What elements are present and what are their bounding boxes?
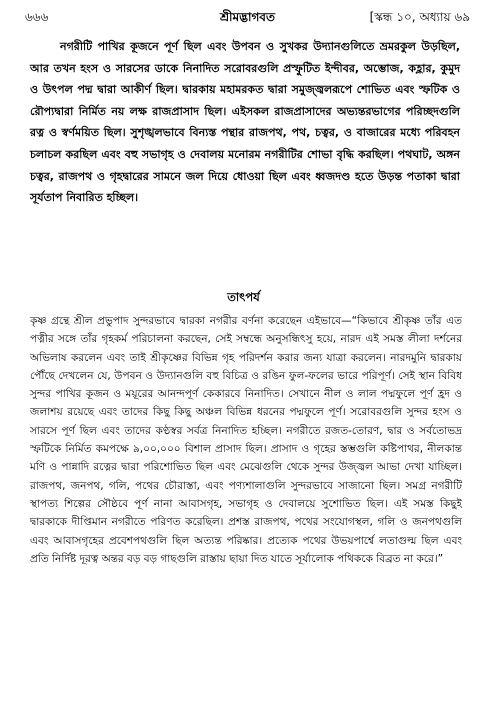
purport-heading: তাৎপর্য [227,290,260,304]
page-header [25,6,470,28]
book-title: শ্রীমদ্ভাগবত [219,10,275,24]
chapter-reference: [স্কন্ধ ১০, অধ্যায় ৬৯ [369,10,470,24]
purport-text: কৃষ্ণ গ্রন্থে শ্রীল প্রভুপাদ সুন্দরভাবে দ্বারকা নগরীর বর্ণনা করেছেন এইভাবে—“কিভাবে শ্রীকৃষ্ণ তাঁর এত পত্নীর সঙ্গে তাঁর গৃহকর্ম পরিচালনা করছেন, সেই সম্বন্ধে অনুসন্ধিৎসু হয়ে, নারদ এই সমস্ত লীলা দর্শনের অভিলাষ করলেন এবং তাই শ্রীকৃষ্ণের বিভিন্ন গৃহ পরিদর্শন করার জন্য যাত্রা করলেন। নারদমুনি দ্বারকায় পৌঁছে দেখলেন যে, উপবন ও উদ্যানগুলি বহু বিচিত্র ও রঙিন ফুল-ফলের ভারে পরিপূর্ণ। সেই স্থান বিবিধ সুন্দর পাখির কূজন ও ময়ূরের আনন্দপূর্ণ কেকারবে নিনাদিত। সেখানে নীল ও লাল পদ্মফুলে পূর্ণ হ্রদ ও জলাশয় রয়েছে এবং তাদের কিছু কিছু অঞ্চল বিভিন্ন ধরনের পদ্মফুলে পূর্ণ। সরোবরগুলি সুন্দর হংস ও সারসে পূর্ণ ছিল এবং তাদের কণ্ঠস্বর সর্বত্র নিনাদিত হচ্ছিল। নগরীতে রজত-তোরণ, দ্বার ও সর্বতোভদ্র স্ফটিকে নির্মিত কমপক্ষে ৯,০০,০০০ বিশাল প্রাসাদ ছিল। প্রাসাদ ও গৃহের স্তম্ভগুলি কষ্টিপাথর, নীলকান্ত মণি ও পান্নাদি রত্নের দ্বারা পরিশোভিত ছিল এবং মেঝেগুলি থেকে সুন্দর উজ্জ্বল আভা দেখা যাচ্ছিল। রাজপথ, জনপথ, গলি, পথের চৌরাস্তা, এবং পণ্যশালাগুলি সুন্দরভাবে সাজানো ছিল। সমগ্র নগরীটি স্থাপত্য শিল্পের সৌষ্ঠবে পূর্ণ নানা আবাসগৃহ, সভাগৃহ ও দেবালয়ে সুশোভিত ছিল। এই সমস্ত কিছুই দ্বারকাকে দীপ্তিমান নগরীতে পরিণত করেছিল। প্রশস্ত রাজপথ, পথের সংযোগস্থল, গলি ও জনপথগুলি এবং আবাসগৃহের প্রবেশপথগুলি ছিল অত্যন্ত পরিষ্কার। প্রত্যেক পথের উভয়পার্শ্বে লতাগুল্ম ছিল এবং প্রতি নির্দিষ্ট দূরত্ব অন্তর বড় বড় গাছগুলি রাস্তায় ছায়া দিত যাতে সূর্যালোক পথিককে বিব্রত না করে।” [30,315,462,565]
verse-translation: নগরীটি পাখির কূজনে পূর্ণ ছিল এবং উপবন ও সুখকর উদ্যানগুলিতে ভ্রমরকুল উড়ছিল, আর তখন হংস ও সারসের ডাকে নিনাদিত সরোবরগুলি প্রস্ফুটিত ইন্দীবর, অম্ভোজ, কহ্লার, কুমুদ ও উৎপল পদ্ম দ্বারা আকীর্ণ ছিল। দ্বারকায় মহামরকত দ্বারা সমুজ্জ্বলরূপে শোভিত এবং স্ফটিক ও রৌপ্যদ্বারা নির্মিত নয় লক্ষ রাজপ্রাসাদ ছিল। এইসকল রাজপ্রাসাদের অভ্যন্তরভাগের পরিচ্ছদগুলি রত্ন ও স্বর্ণময়িত ছিল। সুশৃঙ্খলভাবে বিন্যস্ত পন্থার রাজপথ, পথ, চত্বর, ও বাজারের মধ্যে পরিবহন চলাচল করছিল এবং বহু সভাগৃহ ও দেবালয় মনোরম নগরীটির শোভা বৃদ্ধি করছিল। পথঘাট, অঙ্গন চত্বর, রাজপথ ও গৃহদ্বারের সামনে জল দিয়ে ধোওয়া ছিল এবং ধ্বজদণ্ড হতে উড়ন্ত পতাকা দ্বারা সূর্যতাপ নিবারিত হচ্ছিল। [30,40,460,205]
page-number: ৬৬৬ [25,10,49,24]
